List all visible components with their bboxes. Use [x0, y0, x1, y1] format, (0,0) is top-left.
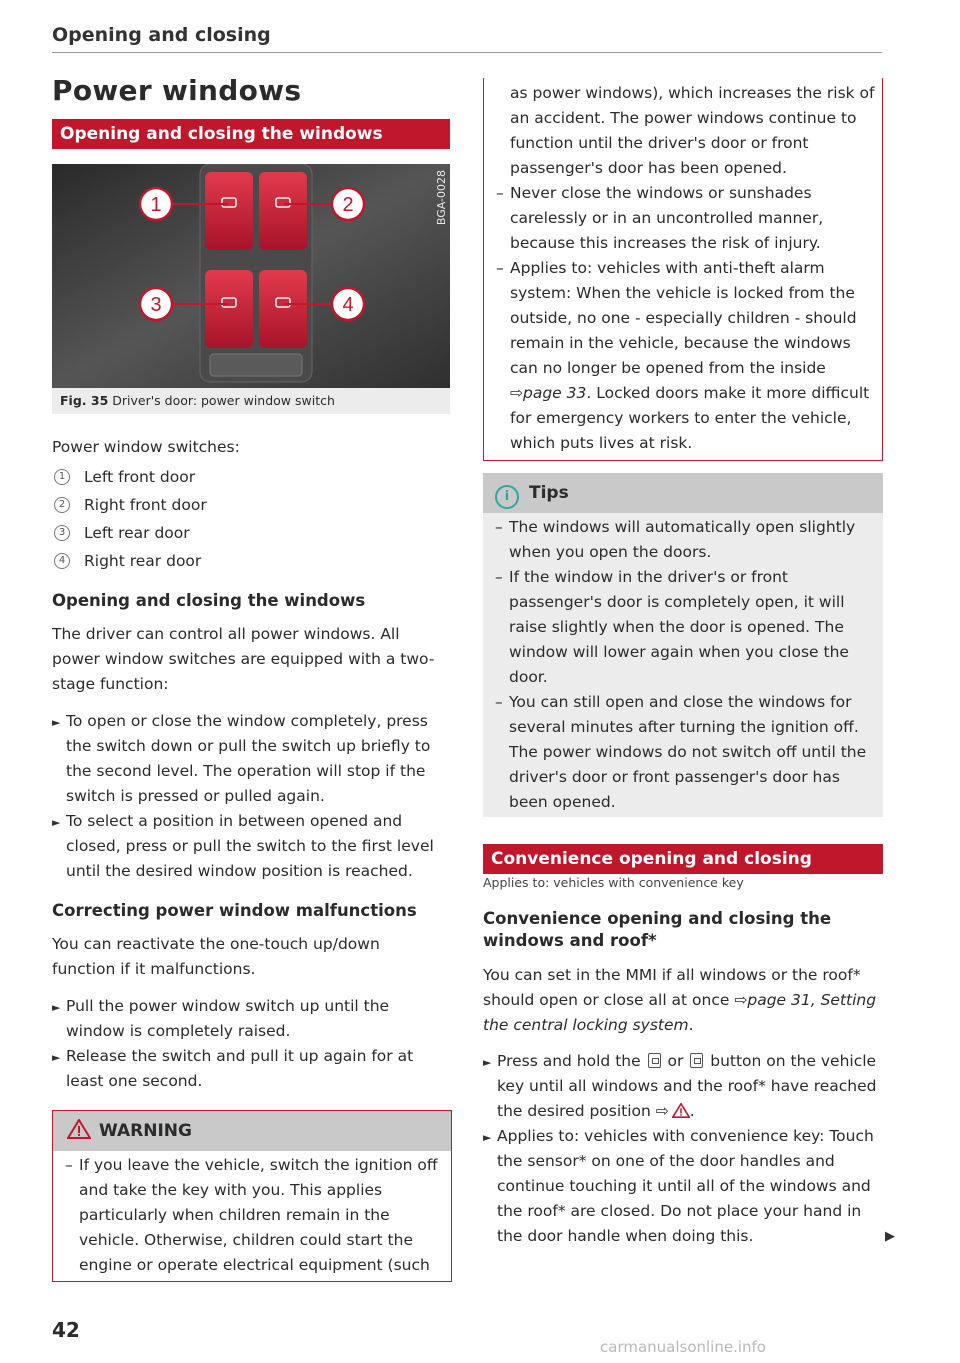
warning-header [53, 1111, 451, 1151]
warning-item1-continued: as power windows), which increases the risk of an accident. The power windows continue to function until the driver's door or front passenger's door has been opened. [510, 84, 875, 177]
bullet-triangle-icon: ► [52, 716, 61, 729]
list-item: ► Release the switch and pull it up again for at least one second. [52, 1044, 447, 1094]
malfunction-bullets [52, 994, 447, 1094]
list-item: 2 Right front door [52, 491, 452, 519]
subsection-bar-convenience: Convenience opening and closing [483, 844, 883, 874]
caption-text: Driver's door: power window switch [112, 393, 335, 408]
list-item: 1 Left front door [52, 463, 452, 491]
heading-convenience: Convenience opening and closing the windows and roof* [483, 909, 832, 950]
section-header: Opening and closing [52, 24, 882, 53]
tips-header [483, 473, 883, 513]
list-item: ► Applies to: vehicles with convenience key: Touch the sensor* on one of the door handles and continue touching it until all of the windows and the roof* are closed. Do not place your hand in the door handle when doing this. [483, 1124, 883, 1249]
arrow-right-icon: ⇨ [655, 1102, 669, 1120]
warning-box [52, 1110, 452, 1282]
number-icon: 4 [54, 553, 70, 569]
warning-triangle-icon [67, 1119, 91, 1139]
watermark: carmanualsonline.info [600, 1338, 766, 1356]
list-item: ► To open or close the window completely, press the switch down or pull the switch up briefly to the second level. The operation will stop if the switch is pressed or pulled again. [52, 709, 452, 809]
unlock-key-icon [648, 1053, 661, 1068]
svg-text:1: 1 [150, 194, 162, 216]
bullet-triangle-icon: ► [52, 1051, 61, 1064]
tips-label: Tips [529, 483, 569, 503]
warning-label: WARNING [99, 1121, 192, 1141]
list-item: ► Press and hold the or button on the vehicle key until all windows and the roof* have reached the desired position ⇨ . [483, 1049, 883, 1124]
page-ref-link[interactable]: ⇨page 31, Setting the central locking system [483, 991, 877, 1034]
list-item: – Never close the windows or sunshades carelessly or in an uncontrolled manner, because this increases the risk of injury. [496, 184, 824, 252]
number-icon: 1 [54, 469, 70, 485]
switch-list-intro: Power window switches: [52, 438, 240, 456]
list-item: – You can still open and close the windows for several minutes after turning the ignition off. The power windows do not switch off until the driver's door or front passenger's door has been opened. [495, 693, 867, 811]
callout-2 [332, 188, 364, 220]
list-item: 4 Right rear door [52, 547, 452, 575]
bullet-triangle-icon: ► [483, 1056, 492, 1069]
figure-power-window-switch [52, 164, 450, 388]
page-number: 42 [52, 1318, 80, 1342]
list-item: 3 Left rear door [52, 519, 452, 547]
lock-key-icon [690, 1053, 703, 1068]
list-item: ► Pull the power window switch up until the window is completely raised. [52, 994, 447, 1044]
list-item: ► To select a position in between opened and closed, press or pull the switch to the first level until the desired window position is reached. [52, 809, 452, 884]
callout-1 [140, 188, 172, 220]
callout-4 [332, 288, 364, 320]
svg-text:4: 4 [342, 294, 354, 316]
tips-box [483, 473, 883, 817]
list-item: – Applies to: vehicles with anti-theft alarm system: When the vehicle is locked from the outside, no one - especially children - should remain in the vehicle, because the windows can no longer be opened from the inside ⇨page 33. Locked doors make it more difficult for emergency workers to enter the vehicle, which puts lives at risk. [496, 259, 870, 452]
heading-opening: Opening and closing the windows [52, 591, 366, 610]
switch-list [52, 435, 452, 575]
warning-box-continued [483, 78, 883, 461]
heading-malfunction: Correcting power window malfunctions [52, 901, 417, 920]
opening-paragraph: The driver can control all power windows. All power window switches are equipped with a two-stage function: [52, 625, 435, 693]
arrow-right-icon: ⇨ [510, 384, 523, 402]
malfunction-paragraph: You can reactivate the one-touch up/down function if it malfunctions. [52, 935, 380, 978]
number-icon: 3 [54, 525, 70, 541]
convenience-bullets [483, 1049, 883, 1249]
svg-text:3: 3 [150, 294, 162, 316]
switch-illustration [52, 164, 450, 388]
continue-arrow-icon: ▶ [885, 1229, 895, 1244]
bullet-triangle-icon: ► [52, 816, 61, 829]
arrow-right-icon: ⇨ [734, 991, 748, 1009]
svg-text:2: 2 [342, 194, 354, 216]
figure-code: BGA-0028 [435, 170, 448, 226]
list-item: – If you leave the vehicle, switch the ignition off and take the key with you. This applies particularly when children remain in the vehicle. Otherwise, children could start the engine or operate electrical equipment (such [65, 1156, 438, 1274]
bullet-triangle-icon: ► [52, 1001, 61, 1014]
figure-caption [52, 388, 450, 414]
number-icon: 2 [54, 497, 70, 513]
warning-triangle-icon[interactable] [672, 1103, 690, 1118]
callout-3 [140, 288, 172, 320]
opening-bullets [52, 709, 452, 884]
convenience-paragraph: You can set in the MMI if all windows or the roof* should open or close all at once ⇨page 31, Setting the central locking system. [483, 966, 877, 1034]
list-item: – If the window in the driver's or front passenger's door is completely open, it will raise slightly when the door is opened. The window will lower again when you close the door. [495, 568, 849, 686]
bullet-triangle-icon: ► [483, 1131, 492, 1144]
page-ref-link[interactable]: ⇨page 33 [510, 384, 587, 402]
applies-to: Applies to: vehicles with convenience key [483, 875, 744, 890]
subsection-bar: Opening and closing the windows [52, 119, 450, 149]
caption-label: Fig. 35 [60, 393, 109, 408]
list-item: – The windows will automatically open slightly when you open the doors. [495, 518, 856, 561]
info-icon: i [495, 485, 519, 509]
page-title: Power windows [52, 74, 302, 107]
